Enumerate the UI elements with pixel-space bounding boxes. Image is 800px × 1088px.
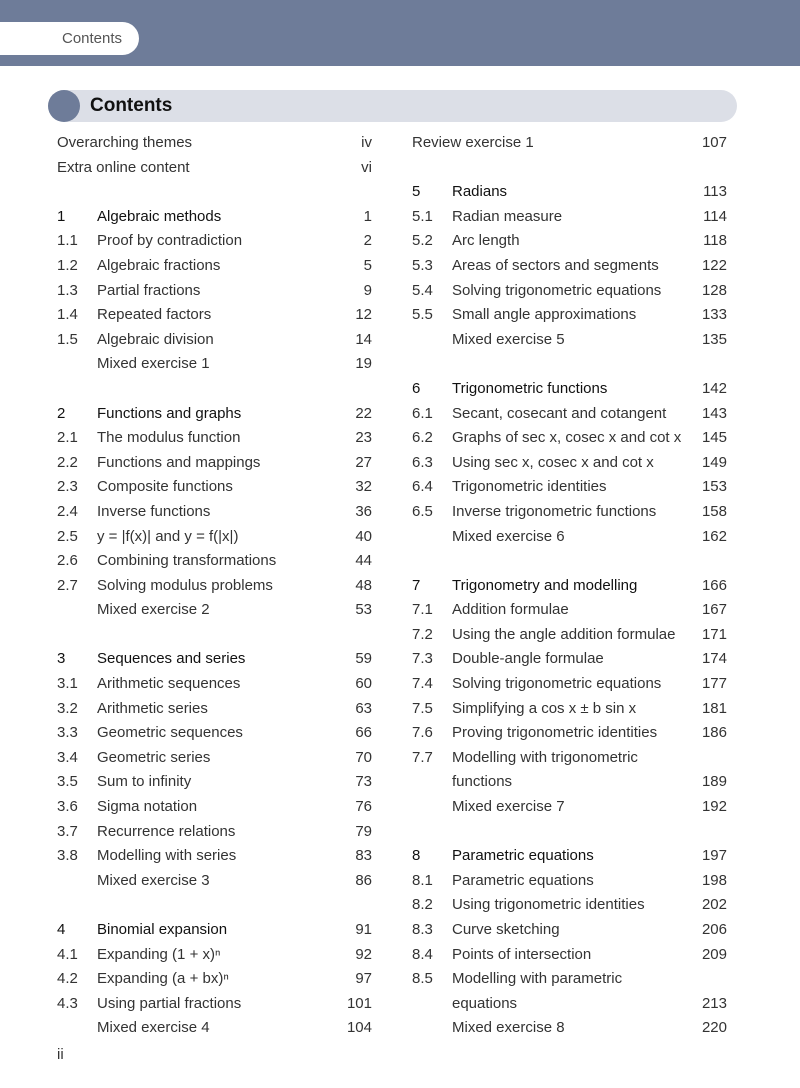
entry-page-number: 5 [363, 256, 372, 274]
entry-title: Areas of sectors and segments [452, 256, 659, 274]
entry-page-number: 158 [701, 502, 727, 520]
toc-entry[interactable] [57, 229, 372, 254]
entry-number: 8.3 [412, 921, 433, 938]
entry-title: Geometric sequences [97, 724, 243, 742]
entry-number: 2.2 [57, 453, 78, 471]
page-number: ii [57, 1046, 64, 1063]
toc-entry[interactable] [412, 893, 727, 918]
toc-entry[interactable] [412, 746, 727, 795]
entry-title: The modulus function [97, 429, 241, 447]
toc-entry[interactable] [412, 402, 727, 427]
entry-number: 2.5 [57, 527, 78, 545]
entry-page-number: 162 [701, 527, 727, 545]
entry-number: 8.2 [412, 896, 433, 914]
entry-page-number: 70 [355, 748, 372, 766]
entry-number: 2.7 [57, 576, 78, 594]
toc-entry[interactable] [412, 229, 727, 254]
toc-entry[interactable] [57, 574, 372, 599]
entry-page-number: 122 [701, 256, 727, 274]
entry-title: Inverse trigonometric functions [452, 502, 657, 520]
toc-chapter-entry[interactable] [412, 180, 727, 205]
entry-number: 6.4 [412, 478, 433, 496]
entry-title: Sum to infinity [97, 773, 192, 791]
entry-page-number: 2 [363, 232, 372, 250]
entry-number: 6.5 [412, 502, 433, 520]
toc-entry[interactable] [412, 869, 727, 894]
entry-title: Overarching themes [57, 134, 193, 151]
entry-title: Sequences and series [97, 650, 246, 668]
entry-title: Trigonometry and modelling [452, 576, 638, 594]
entry-page-number: 14 [355, 330, 372, 348]
entry-title: Arc length [452, 232, 520, 250]
entry-title: Binomial expansion [97, 921, 228, 938]
contents-heading-bar [48, 90, 737, 122]
toc-entry[interactable] [412, 131, 727, 156]
toc-chapter-entry[interactable] [412, 844, 727, 869]
entry-title: Review exercise 1 [412, 134, 534, 151]
entry-page-number: 27 [355, 453, 372, 471]
entry-number: 7.2 [412, 625, 433, 643]
entry-number: 7.3 [412, 650, 433, 668]
toc-entry[interactable] [57, 746, 372, 771]
entry-page-number: 197 [701, 847, 727, 865]
toc-entry[interactable] [412, 254, 727, 279]
toc-entry[interactable] [57, 721, 372, 746]
entry-title: Mixed exercise 5 [452, 330, 565, 348]
entry-number: 1.1 [57, 232, 78, 250]
entry-page-number: 181 [701, 699, 727, 717]
entry-title: Small angle approximations [452, 306, 637, 324]
entry-page-number: 63 [355, 699, 372, 717]
spacer [412, 820, 727, 845]
entry-number: 8 [412, 847, 421, 865]
spacer [57, 180, 372, 205]
toc-entry[interactable] [57, 500, 372, 525]
entry-title: Mixed exercise 6 [452, 527, 565, 545]
entry-page-number: 128 [701, 281, 727, 299]
entry-page-number: 19 [355, 355, 372, 373]
toc-entry[interactable] [412, 205, 727, 230]
entry-title: Algebraic fractions [97, 256, 221, 274]
entry-page-number: 86 [355, 871, 372, 889]
entry-page-number: 220 [701, 1019, 727, 1037]
entry-title: Expanding (1 + x)ⁿ [97, 945, 221, 963]
entry-number: 3.7 [57, 822, 78, 840]
entry-number: 5.4 [412, 281, 433, 299]
entry-page-number: 66 [355, 724, 372, 742]
toc-entry[interactable] [412, 328, 727, 353]
entry-title: Inverse functions [97, 502, 211, 520]
entry-page-number: 36 [355, 502, 372, 520]
entry-page-number: 114 [703, 207, 727, 225]
entry-title: Radians [452, 183, 508, 201]
entry-page-number: 143 [701, 404, 727, 422]
entry-title: Solving trigonometric equations [452, 675, 662, 693]
toc-entry[interactable] [57, 943, 372, 968]
entry-page-number: 198 [701, 871, 727, 889]
entry-page-number: 202 [701, 896, 727, 914]
entry-number: 2 [57, 404, 66, 422]
toc-entry[interactable] [57, 869, 372, 894]
toc-entry[interactable] [57, 1016, 372, 1041]
toc-chapter-entry[interactable] [57, 205, 372, 230]
entry-number: 7.7 [412, 748, 433, 766]
spacer [412, 549, 727, 574]
toc-entry[interactable] [412, 672, 727, 697]
entry-page-number: 92 [355, 945, 372, 963]
entry-title: Points of intersection [452, 945, 592, 963]
toc-column-left [57, 131, 372, 1041]
entry-number: 8.4 [412, 945, 433, 963]
entry-title: Functions and graphs [97, 404, 242, 422]
entry-number: 3.4 [57, 748, 78, 766]
entry-number: 5 [412, 183, 421, 201]
entry-number: 4 [57, 921, 66, 938]
entry-title: Sigma notation [97, 798, 198, 816]
toc-entry[interactable] [412, 525, 727, 550]
entry-page-number: 9 [363, 281, 372, 299]
entry-title: Parametric equations [452, 847, 594, 865]
toc-entry[interactable] [57, 328, 372, 353]
entry-page-number: 73 [355, 773, 372, 791]
entry-title: Mixed exercise 8 [452, 1019, 565, 1037]
entry-number: 1.5 [57, 330, 78, 348]
entry-title: Solving trigonometric equations [452, 281, 662, 299]
entry-title: Secant, cosecant and cotangent [452, 404, 667, 422]
entry-page-number: 206 [701, 921, 727, 938]
toc-chapter-entry[interactable] [412, 574, 727, 599]
entry-number: 5.3 [412, 256, 433, 274]
entry-page-number: 48 [355, 576, 372, 594]
entry-title: Using sec x, cosec x and cot x [452, 453, 654, 471]
entry-page-number: 171 [701, 625, 727, 643]
entry-number: 7.5 [412, 699, 433, 717]
top-banner [0, 0, 800, 66]
entry-number: 2.6 [57, 552, 78, 570]
entry-page-number: 133 [701, 306, 727, 324]
toc-entry[interactable] [57, 156, 372, 181]
entry-page-number: 60 [355, 675, 372, 693]
entry-title: Using trigonometric identities [452, 896, 645, 914]
toc-chapter-entry[interactable] [412, 377, 727, 402]
entry-page-number: 135 [701, 330, 727, 348]
toc-entry[interactable] [57, 352, 372, 377]
toc-entry[interactable] [57, 525, 372, 550]
entry-title: Addition formulae [452, 601, 569, 619]
spacer [57, 377, 372, 402]
entry-page-number: 22 [355, 404, 372, 422]
entry-page-number: 12 [355, 306, 372, 324]
toc-entry[interactable] [412, 426, 727, 451]
entry-title: Partial fractions [97, 281, 201, 299]
entry-number: 4.2 [57, 970, 78, 988]
toc-entry[interactable] [57, 598, 372, 623]
entry-title: Mixed exercise 3 [97, 871, 210, 889]
toc-entry[interactable] [57, 672, 372, 697]
toc-entry[interactable] [412, 918, 727, 943]
toc-entry[interactable] [57, 844, 372, 869]
toc-column-right [412, 131, 727, 1041]
entry-number: 8.1 [412, 871, 433, 889]
toc-entry[interactable] [412, 721, 727, 746]
toc-entry[interactable] [57, 475, 372, 500]
entry-title: Functions and mappings [97, 453, 261, 471]
entry-title: Geometric series [97, 748, 211, 766]
entry-title: Mixed exercise 2 [97, 601, 210, 619]
entry-page-number: 149 [701, 453, 727, 471]
entry-number: 3.8 [57, 847, 78, 865]
entry-title: Modelling with trigonometric functions [452, 748, 638, 791]
entry-page-number: 23 [355, 429, 372, 447]
entry-number: 6.1 [412, 404, 433, 422]
entry-page-number: 186 [701, 724, 727, 742]
entry-title: Parametric equations [452, 871, 594, 889]
spacer [412, 352, 727, 377]
spacer [57, 623, 372, 648]
entry-number: 3.3 [57, 724, 78, 742]
entry-title: Proof by contradiction [97, 232, 243, 250]
entry-title: Combining transformations [97, 552, 277, 570]
entry-title: Radian measure [452, 207, 563, 225]
page-title: Contents [90, 95, 173, 116]
entry-page-number: 167 [701, 601, 727, 619]
spacer [412, 156, 727, 181]
entry-page-number: 177 [701, 675, 727, 693]
toc-entry[interactable] [412, 500, 727, 525]
entry-title: Extra online content [57, 158, 190, 176]
entry-page-number: 32 [355, 478, 372, 496]
entry-title: Repeated factors [97, 306, 212, 324]
toc-entry[interactable] [412, 795, 727, 820]
entry-title: Solving modulus problems [97, 576, 273, 594]
toc-entry[interactable] [57, 303, 372, 328]
entry-page-number: 113 [703, 183, 727, 201]
entry-number: 8.5 [412, 970, 433, 988]
entry-page-number: 79 [355, 822, 372, 840]
entry-title: Proving trigonometric identities [452, 724, 658, 742]
toc-entry[interactable] [57, 820, 372, 845]
entry-title: Algebraic methods [97, 207, 222, 225]
entry-number: 7.6 [412, 724, 433, 742]
toc-entry[interactable] [412, 623, 727, 648]
entry-page-number: 174 [701, 650, 727, 668]
entry-page-number: 192 [701, 798, 727, 816]
toc-entry[interactable] [412, 697, 727, 722]
entry-title: y = |f(x)| and y = f(|x|) [97, 527, 239, 545]
entry-title: Mixed exercise 7 [452, 798, 565, 816]
toc-entry[interactable] [57, 795, 372, 820]
entry-number: 7.1 [412, 601, 433, 619]
entry-page-number: 118 [703, 232, 727, 250]
toc-entry[interactable] [57, 770, 372, 795]
entry-title: Mixed exercise 4 [97, 1019, 210, 1037]
entry-title: Modelling with parametric equations [452, 970, 623, 1012]
entry-number: 6.3 [412, 453, 433, 471]
heading-bullet-icon [48, 90, 80, 122]
entry-page-number: vi [361, 158, 372, 176]
entry-title: Mixed exercise 1 [97, 355, 210, 373]
entry-number: 1 [57, 207, 66, 225]
toc-chapter-entry[interactable] [57, 402, 372, 427]
entry-title: Composite functions [97, 478, 233, 496]
entry-number: 3.2 [57, 699, 78, 717]
entry-page-number: 44 [355, 552, 372, 570]
entry-number: 2.4 [57, 502, 78, 520]
entry-number: 3.5 [57, 773, 78, 791]
entry-page-number: 59 [355, 650, 372, 668]
entry-page-number: 97 [355, 970, 372, 988]
entry-number: 3.1 [57, 675, 78, 693]
section-tab: Contents [0, 22, 139, 55]
toc-chapter-entry[interactable] [57, 918, 372, 943]
toc-chapter-entry[interactable] [57, 647, 372, 672]
entry-title: Double-angle formulae [452, 650, 604, 668]
entry-number: 2.1 [57, 429, 78, 447]
toc-entry[interactable] [412, 943, 727, 968]
entry-number: 2.3 [57, 478, 78, 496]
entry-title: Trigonometric functions [452, 379, 608, 397]
entry-title: Simplifying a cos x ± b sin x [452, 699, 637, 717]
entry-number: 7.4 [412, 675, 433, 693]
entry-page-number: 213 [701, 994, 727, 1012]
entry-title: Arithmetic sequences [97, 675, 241, 693]
entry-page-number: 104 [346, 1019, 372, 1037]
entry-page-number: 101 [346, 994, 372, 1012]
entry-title: Curve sketching [452, 921, 560, 938]
toc-entry[interactable] [57, 992, 372, 1017]
toc-entry[interactable] [57, 426, 372, 451]
entry-number: 4.3 [57, 994, 78, 1012]
entry-page-number: 91 [355, 921, 372, 938]
entry-number: 5.2 [412, 232, 433, 250]
spacer [57, 893, 372, 918]
toc-entry[interactable] [57, 131, 372, 156]
toc-entry[interactable] [412, 475, 727, 500]
entry-title: Arithmetic series [97, 699, 208, 717]
entry-title: Trigonometric identities [452, 478, 607, 496]
entry-page-number: 76 [355, 798, 372, 816]
entry-title: Using partial fractions [97, 994, 242, 1012]
entry-page-number: 1 [363, 207, 372, 225]
toc-entry[interactable] [412, 279, 727, 304]
toc-entry[interactable] [412, 451, 727, 476]
entry-title: Graphs of sec x, cosec x and cot x [452, 429, 682, 447]
entry-number: 5.1 [412, 207, 433, 225]
entry-number: 3 [57, 650, 66, 668]
entry-title: Expanding (a + bx)ⁿ [97, 970, 229, 988]
entry-number: 4.1 [57, 945, 78, 963]
entry-title: Recurrence relations [97, 822, 236, 840]
toc-entry[interactable] [57, 451, 372, 476]
entry-page-number: 153 [701, 478, 727, 496]
toc-entry[interactable] [57, 279, 372, 304]
entry-page-number: 142 [701, 379, 727, 397]
entry-title: Using the angle addition formulae [452, 625, 676, 643]
entry-page-number: 83 [355, 847, 372, 865]
toc-entry[interactable] [57, 697, 372, 722]
toc-entry[interactable] [412, 967, 727, 1016]
entry-page-number: 107 [701, 134, 727, 151]
entry-page-number: iv [361, 134, 372, 151]
entry-number: 1.4 [57, 306, 78, 324]
toc-entry[interactable] [412, 303, 727, 328]
entry-page-number: 53 [355, 601, 372, 619]
entry-page-number: 145 [701, 429, 727, 447]
toc-entry[interactable] [57, 254, 372, 279]
entry-page-number: 209 [701, 945, 727, 963]
toc-entry[interactable] [412, 598, 727, 623]
entry-number: 3.6 [57, 798, 78, 816]
entry-title: Algebraic division [97, 330, 214, 348]
toc-entry[interactable] [57, 967, 372, 992]
entry-number: 5.5 [412, 306, 433, 324]
entry-page-number: 40 [355, 527, 372, 545]
entry-number: 6 [412, 379, 421, 397]
entry-title: Modelling with series [97, 847, 237, 865]
entry-page-number: 189 [701, 773, 727, 791]
entry-number: 1.3 [57, 281, 78, 299]
entry-page-number: 166 [701, 576, 727, 594]
toc-entry[interactable] [412, 647, 727, 672]
toc-entry[interactable] [412, 1016, 727, 1041]
entry-number: 6.2 [412, 429, 433, 447]
entry-number: 7 [412, 576, 421, 594]
toc-entry[interactable] [57, 549, 372, 574]
entry-number: 1.2 [57, 256, 78, 274]
